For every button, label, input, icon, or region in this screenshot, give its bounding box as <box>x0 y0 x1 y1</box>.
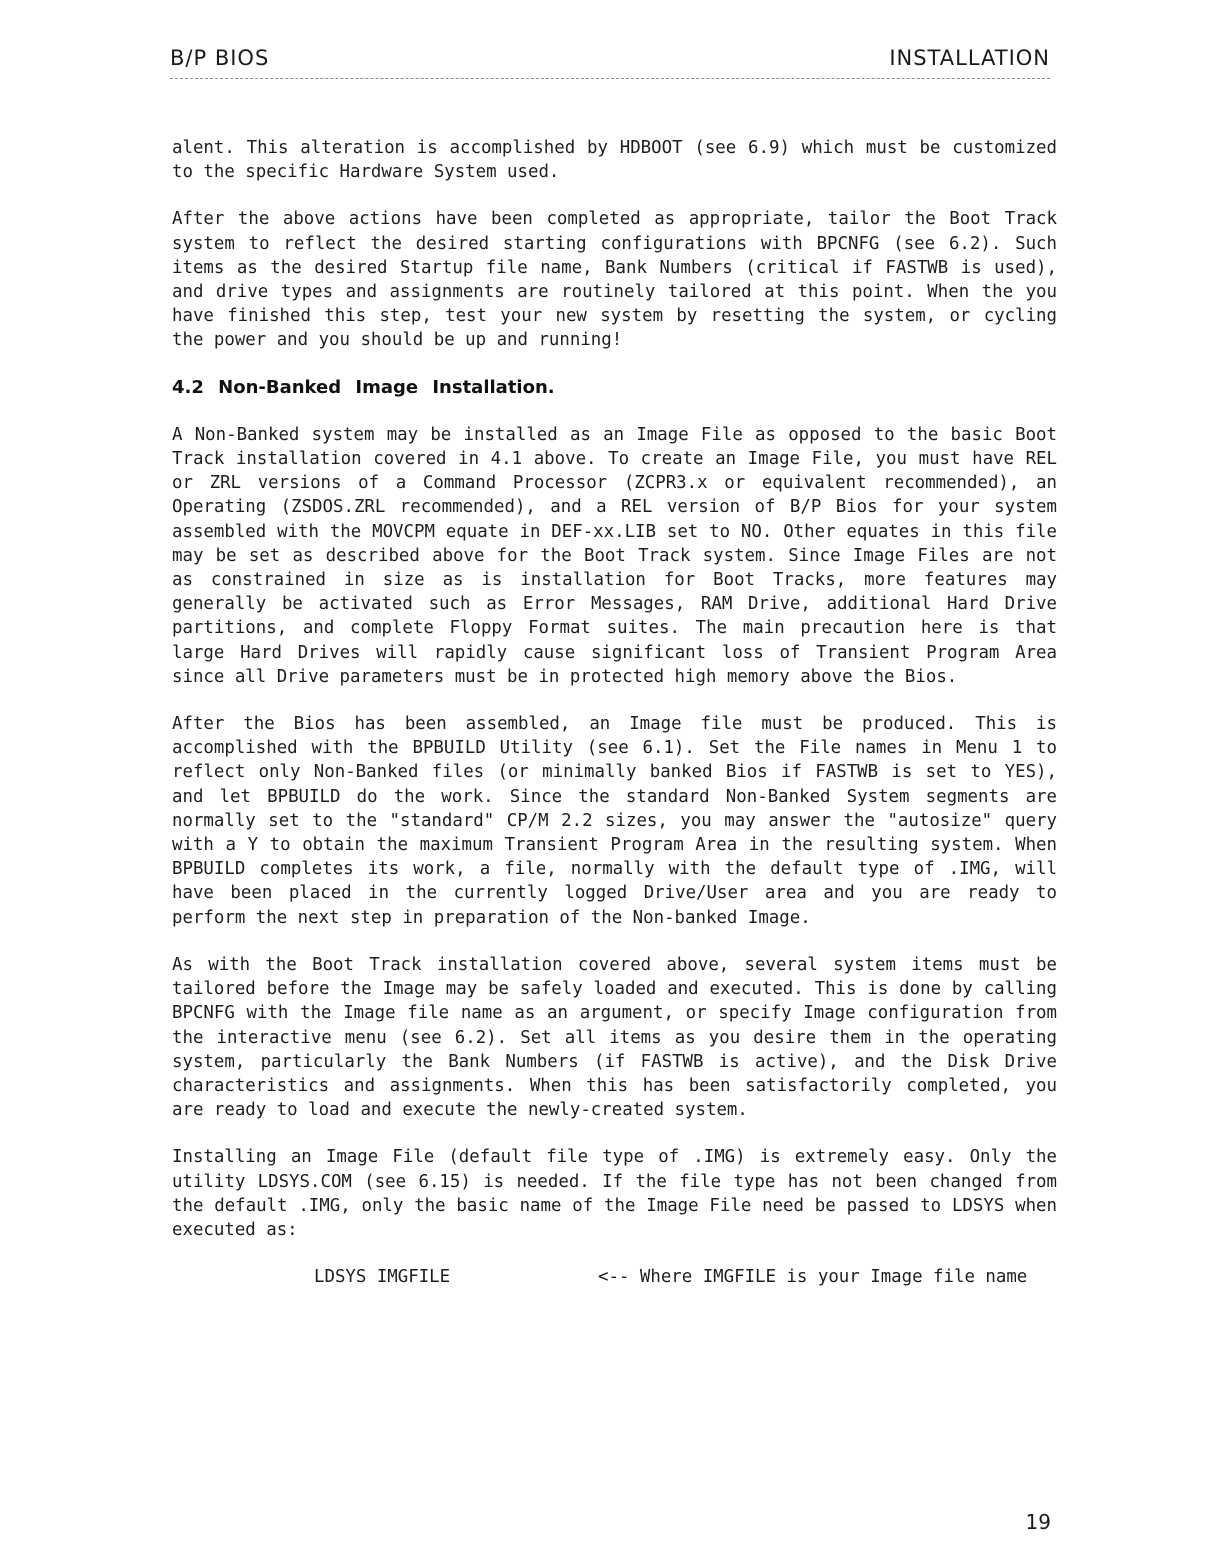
header-title-left: B/P BIOS <box>170 46 270 70</box>
paragraph-non-banked-system: A Non-Banked system may be installed as an Image File as opposed to the basic Boot Track installation covered in 4.1 above. To create an Image File, you must have REL or ZRL versions of a Command Processor (ZCPR3.x or equivalent recommended), an Operating (ZSDOS.ZRL recommended), and a REL version of B/P Bios for your system assembled with the MOVCPM equate in DEF-xx.LIB set to NO. Other equates in this file may be set as described above for the Boot Track system. Since Image Files are not as constrained in size as is installation for Boot Tracks, more features may generally be activated such as Error Messages, RAM Drive, additional Hard Drive partitions, and complete Floppy Format suites. The main precaution here is that large Hard Drives will rapidly cause significant loss of Transient Program Area since all Drive parameters must be in protected high memory above the Bios. <box>172 424 1057 687</box>
page-number: 19 <box>1025 1510 1051 1534</box>
running-header <box>170 46 1050 80</box>
section-heading: 4.2 Non-Banked Image Installation. <box>172 376 555 398</box>
header-divider <box>170 78 1050 79</box>
command-note: <-- Where IMGFILE is your Image file name <box>598 1267 1028 1288</box>
paragraph-image-build: After the Bios has been assembled, an Image file must be produced. This is accomplished with the BPBUILD Utility (see 6.1). Set the File names in Menu 1 to reflect only Non-Banked files (or minimally banked Bios if FASTWB is set to YES), and let BPBUILD do the work. Since the standard Non-Banked System segments are normally set to the "standard" CP/M 2.2 sizes, you may answer the "autosize" query with a Y to obtain the maximum Transient Program Area in the resulting system. When BPBUILD completes its work, a file, normally with the default type of .IMG, will have been placed in the currently logged Drive/User area and you are ready to perform the next step in preparation of the Non-banked Image. <box>172 714 1057 928</box>
header-title-right: INSTALLATION <box>889 46 1050 70</box>
command-text: LDSYS IMGFILE <box>314 1267 451 1288</box>
paragraph-hdboot: alent. This alteration is accomplished by HDBOOT (see 6.9) which must be customized to the specific Hardware System used. <box>172 138 1057 183</box>
page-body <box>172 136 1057 1291</box>
paragraph-ldsys: Installing an Image File (default file type of .IMG) is extremely easy. Only the utility LDSYS.COM (see 6.15) is needed. If the file type has not been changed from the default .IMG, only the basic name of the Image File need be passed to LDSYS when executed as: <box>172 1147 1057 1240</box>
command-example <box>172 1265 1057 1291</box>
paragraph-tailor-image: As with the Boot Track installation covered above, several system items must be tailored before the Image may be safely loaded and executed. This is done by calling BPCNFG with the Image file name as an argument, or specify Image configuration from the interactive menu (see 6.2). Set all items as you desire them in the operating system, particularly the Bank Numbers (if FASTWB is active), and the Disk Drive characteristics and assignments. When this has been satisfactorily completed, you are ready to load and execute the newly-created system. <box>172 954 1057 1121</box>
paragraph-boot-track-config: After the above actions have been completed as appropriate, tailor the Boot Track system to reflect the desired starting configurations with BPCNFG (see 6.2). Such items as the desired Startup file name, Bank Numbers (critical if FASTWB is used), and drive types and assignments are routinely tailored at this point. When the you have finished this step, test your new system by resetting the system, or cycling the power and you should be up and running! <box>172 209 1057 351</box>
